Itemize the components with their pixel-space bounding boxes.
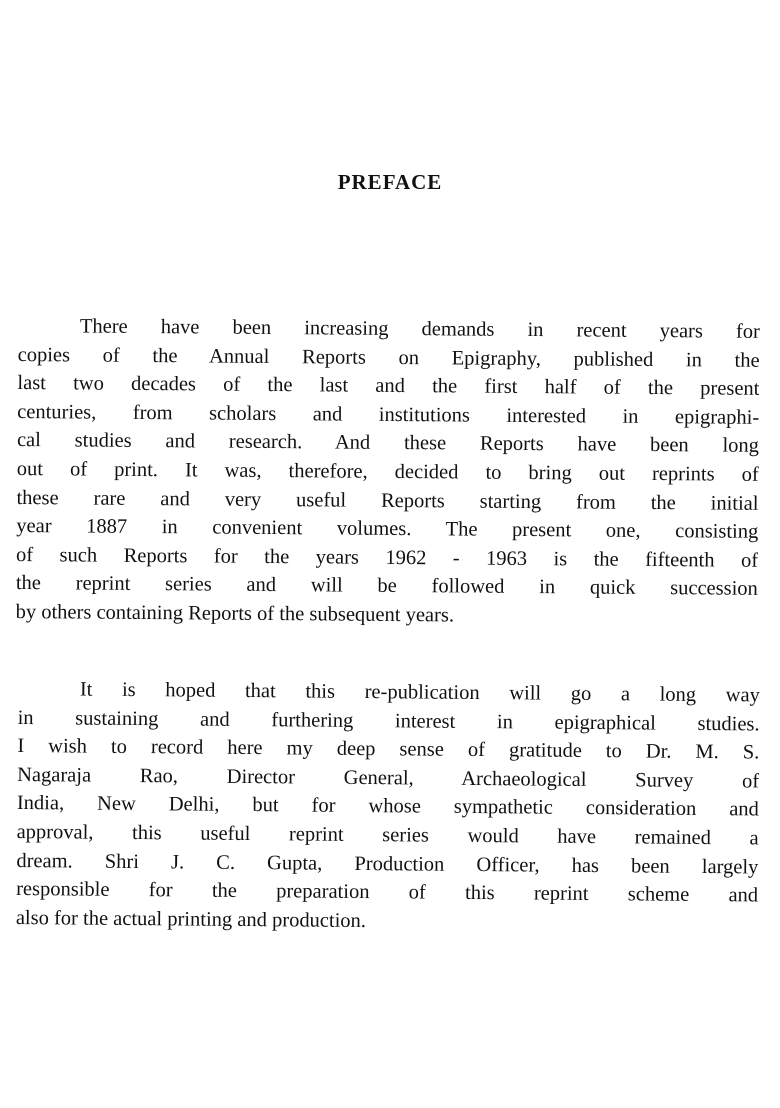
paragraph-line: in sustaining and furthering interest in epigraphical studies.	[17, 706, 760, 736]
paragraph-line: It is hoped that this re-publication will go a long way	[79, 678, 760, 707]
paragraph-line: of such Reports for the years 1962 - 1963 is the fifteenth of	[16, 543, 759, 572]
paragraph-line: approval, this useful reprint series would have remained a	[16, 820, 759, 850]
paragraph-line: copies of the Annual Reports on Epigraphy, published in the	[17, 343, 760, 372]
paragraph-line: the reprint series and will be followed in quick succession	[15, 572, 758, 601]
page-title: PREFACE	[337, 170, 443, 194]
paragraph-line: I wish to record here my deep sense of gratitude to Dr. M. S.	[17, 735, 760, 764]
paragraph-line: responsible for the preparation of this reprint scheme and	[16, 878, 759, 907]
paragraph-line: India, New Delhi, but for whose sympathetic consideration and	[16, 792, 759, 821]
paragraph-line: last two decades of the last and the first half of the present	[17, 372, 760, 401]
paragraph-line: these rare and very useful Reports starting from the initial	[16, 486, 759, 515]
paragraph-line: out of print. It was, therefore, decided to bring out reprints of	[16, 457, 759, 486]
paragraph-line: Nagaraja Rao, Director General, Archaeological Survey of	[17, 763, 760, 793]
paragraph-2	[16, 675, 760, 939]
paragraph-line: also for the actual printing and production.	[15, 906, 367, 932]
paragraph-line: year 1887 in convenient volumes. The present one, consisting	[16, 515, 759, 543]
paragraph-line: centuries, from scholars and institutions interested in epigraphi-	[17, 400, 760, 429]
paragraph-line: cal studies and research. And these Reports have been long	[16, 429, 760, 458]
paragraph-line: dream. Shri J. C. Gupta, Production Officer, has been largely	[16, 849, 759, 879]
paragraph-1	[16, 312, 760, 632]
paragraph-line: by others containing Reports of the subsequent years.	[15, 600, 455, 627]
paragraph-line: There have been increasing demands in recent years for	[79, 315, 760, 343]
